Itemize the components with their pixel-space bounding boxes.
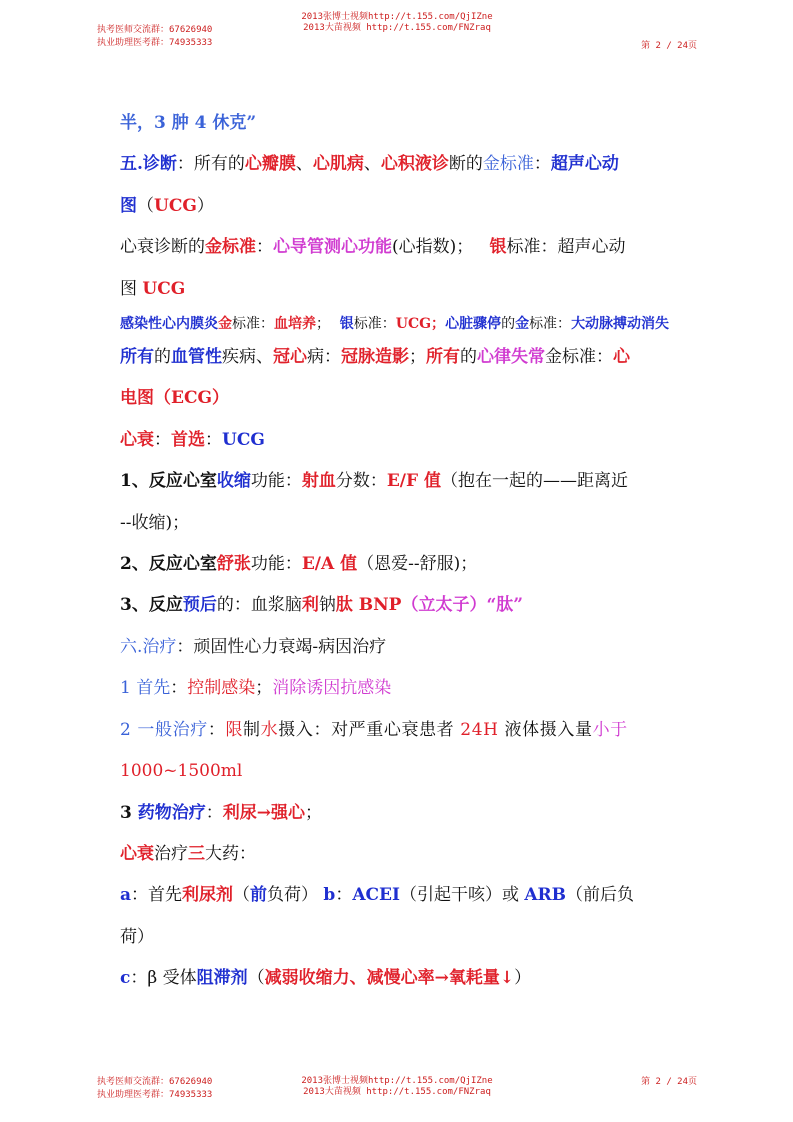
text-span: 1 首先	[120, 678, 171, 699]
text-span: 限	[225, 719, 244, 740]
text-span: 感染性心内膜炎	[120, 316, 218, 333]
text-span: 利尿→强心	[222, 802, 305, 823]
text-span: 水	[260, 719, 279, 740]
text-span: （	[247, 968, 265, 989]
text-span: ：	[205, 802, 223, 823]
text-span: 前	[250, 885, 268, 906]
text-span: 的	[460, 347, 477, 368]
text-span: 心衰	[120, 843, 154, 864]
text-span: 心积液诊	[380, 154, 449, 175]
text-span: UCG；	[395, 316, 446, 333]
text-span: 金标准	[482, 154, 534, 175]
text-span: a	[120, 885, 132, 906]
text-span: UCG	[154, 195, 197, 216]
header-link-2[interactable]: 2013大苗视频 http://t.155.com/FNZraq	[303, 23, 491, 33]
text-span: 超声心动	[550, 154, 619, 175]
text-span: ：	[207, 719, 226, 740]
text-span: 大动脉搏动消失	[571, 316, 670, 333]
text-span: ；	[316, 316, 330, 333]
text-span: “肽”	[486, 595, 524, 616]
text-span: UCG	[142, 278, 186, 299]
text-span: （恩爱--舒服)；	[357, 554, 478, 575]
footer-link-1[interactable]: 2013张博士视频http://t.155.com/QjIZne	[301, 1076, 493, 1086]
text-span: ：	[335, 885, 353, 906]
line-09	[120, 420, 676, 461]
text-span: (心指数)；	[392, 237, 474, 258]
text-span: 心瓣膜	[244, 154, 296, 175]
line-01	[120, 103, 676, 144]
line-03	[120, 186, 676, 227]
text-span: E/F 值	[386, 471, 441, 492]
text-span: 金标准	[205, 237, 256, 258]
text-span: 、	[363, 154, 381, 175]
text-span: 冠心	[273, 347, 307, 368]
page-header	[0, 10, 793, 50]
footer-video-links	[270, 1076, 524, 1098]
line-14	[120, 627, 676, 668]
line-04	[120, 227, 676, 268]
text-span: 药物治疗	[137, 802, 206, 823]
text-span: 2、反应心室	[120, 554, 217, 575]
text-span: 标准：超声心动	[506, 237, 626, 258]
text-span: （	[137, 195, 154, 216]
text-span: 所有	[426, 347, 460, 368]
text-span: ：	[154, 429, 171, 450]
header-group-1: 执考医师交流群：67626940	[97, 25, 213, 35]
text-span: 金标准：	[545, 347, 613, 368]
line-10	[120, 461, 676, 502]
text-span: ：β 受体	[130, 968, 197, 989]
line-02	[120, 144, 676, 185]
line-08	[120, 378, 676, 419]
text-span: 三	[188, 843, 205, 864]
line-11	[120, 503, 676, 544]
text-span: ：首先	[131, 885, 183, 906]
text-span: ）	[514, 968, 532, 989]
text-span: 心衰诊断的	[120, 237, 205, 258]
text-span: 功能：	[250, 554, 302, 575]
text-span: ACEI	[352, 885, 400, 906]
text-span: 舒张	[216, 554, 251, 575]
header-group-info	[97, 24, 212, 50]
text-span: 首选	[171, 429, 205, 450]
text-span: ；	[409, 347, 426, 368]
text-span: 五.诊断	[120, 154, 177, 175]
text-span: 大药：	[205, 843, 256, 864]
text-span: 银	[489, 237, 507, 258]
text-span: 2 一般治疗	[120, 719, 208, 740]
text-span: 心	[613, 347, 630, 368]
text-span: 金	[515, 316, 530, 333]
line-13	[120, 585, 676, 626]
text-span: 冠脉造影	[341, 347, 409, 368]
header-link-1[interactable]: 2013张博士视频http://t.155.com/QjIZne	[301, 12, 493, 22]
text-span: 、	[295, 154, 313, 175]
line-19	[120, 834, 676, 875]
text-span: 消除诱因抗感染	[272, 678, 392, 699]
text-span: ARB	[524, 885, 567, 906]
footer-group-1: 执考医师交流群：67626940	[97, 1077, 213, 1087]
line-15	[120, 668, 676, 709]
text-span: ）	[196, 195, 214, 216]
text-span: 减弱收缩力、减慢心率→氧耗量	[264, 968, 500, 989]
text-span: 图	[120, 278, 143, 299]
footer-link-2[interactable]: 2013大苗视频 http://t.155.com/FNZraq	[303, 1087, 491, 1097]
line-05	[120, 269, 676, 310]
down-arrow-icon: ↓	[499, 968, 515, 989]
line-16	[120, 710, 676, 751]
text-span: （抱在一起的——距离近	[441, 471, 628, 492]
text-span: 病：	[307, 347, 341, 368]
text-span: 肽 BNP	[335, 595, 402, 616]
text-span: 的：血浆脑	[216, 595, 302, 616]
text-span: c	[120, 968, 131, 989]
line-12	[120, 544, 676, 585]
text-span: 所有	[120, 347, 154, 368]
text-span: （引起干咳）或	[399, 885, 525, 906]
text-span: 功能：	[250, 471, 302, 492]
text-span: 标准：	[353, 316, 396, 333]
text-span: 1、反应心室	[120, 471, 217, 492]
text-span: ；	[305, 802, 322, 823]
footer-group-info	[97, 1076, 212, 1102]
text-span: 银	[339, 316, 354, 333]
text-span: UCG	[222, 429, 265, 450]
text-span: 心脏骤停	[445, 316, 502, 333]
text-span: 摄入：对严重心衰患者	[278, 719, 461, 740]
text-span: 标准：	[232, 316, 274, 333]
text-span: ：所有的	[176, 154, 245, 175]
text-span: ：顽固性心力衰竭-病因治疗	[176, 636, 387, 657]
text-span: 电图（ECG）	[120, 388, 230, 409]
text-span: 收缩	[216, 471, 251, 492]
text-span: 半，3 肿 4 休克”	[120, 113, 257, 133]
text-span: 利	[301, 595, 319, 616]
text-span: ；	[255, 678, 273, 699]
text-span: 液体摄入量	[498, 719, 593, 740]
text-span: 3、反应	[120, 595, 183, 616]
text-span: 金	[218, 316, 232, 333]
text-span: 的	[154, 347, 171, 368]
text-span: 六.治疗	[120, 636, 177, 657]
line-21	[120, 917, 676, 958]
text-span: 血培养	[274, 316, 316, 333]
text-span: 小于	[592, 719, 628, 740]
text-span: 3	[120, 802, 138, 823]
text-span: E/A 值	[301, 554, 358, 575]
text-span: 24H	[460, 719, 499, 740]
text-span: 钠	[318, 595, 336, 616]
line-06	[120, 314, 676, 335]
text-span: 1000~1500ml	[120, 761, 243, 782]
text-span: b	[323, 885, 336, 906]
text-span: ：	[170, 678, 188, 699]
footer-page-number: 第 2 / 24页	[641, 1077, 697, 1087]
header-video-links	[270, 12, 524, 34]
text-span: （前后负	[566, 885, 635, 906]
text-span: 断的	[448, 154, 483, 175]
text-span: 的	[501, 316, 516, 333]
text-span: 利尿剂	[182, 885, 234, 906]
line-22	[120, 958, 676, 999]
text-span: 荷）	[120, 926, 154, 947]
header-group-2: 执业助理医考群：74935333	[97, 38, 213, 48]
text-span: 标准：	[529, 316, 572, 333]
text-span: --收缩)；	[120, 512, 190, 533]
text-span: 治疗	[154, 843, 188, 864]
text-span: ：	[256, 237, 273, 258]
text-span: 阻滞剂	[196, 968, 248, 989]
text-span: 心律失常	[477, 347, 545, 368]
header-page-number: 第 2 / 24页	[641, 41, 697, 51]
document-body	[120, 103, 676, 1000]
text-span: 制	[243, 719, 261, 740]
text-span: ：	[205, 429, 222, 450]
line-17	[120, 751, 676, 792]
footer-group-2: 执业助理医考群：74935333	[97, 1090, 213, 1100]
text-span: 负荷）	[267, 885, 324, 906]
text-span: 控制感染	[187, 678, 256, 699]
text-span: 血管性	[171, 347, 222, 368]
text-span: 心导管测心功能	[273, 237, 392, 258]
text-span: ：	[533, 154, 551, 175]
line-20	[120, 875, 676, 916]
line-07	[120, 337, 676, 378]
page-footer	[0, 1074, 793, 1114]
line-18	[120, 793, 676, 834]
text-span: 预后	[182, 595, 217, 616]
text-span: （	[233, 885, 251, 906]
text-span: 射血	[301, 471, 336, 492]
text-span: 疾病、	[222, 347, 273, 368]
text-span: 分数：	[335, 471, 387, 492]
text-span: 图	[120, 195, 137, 216]
text-span: 心肌病	[312, 154, 364, 175]
text-span: 心衰	[120, 429, 154, 450]
text-span: （立太子）	[401, 595, 487, 616]
